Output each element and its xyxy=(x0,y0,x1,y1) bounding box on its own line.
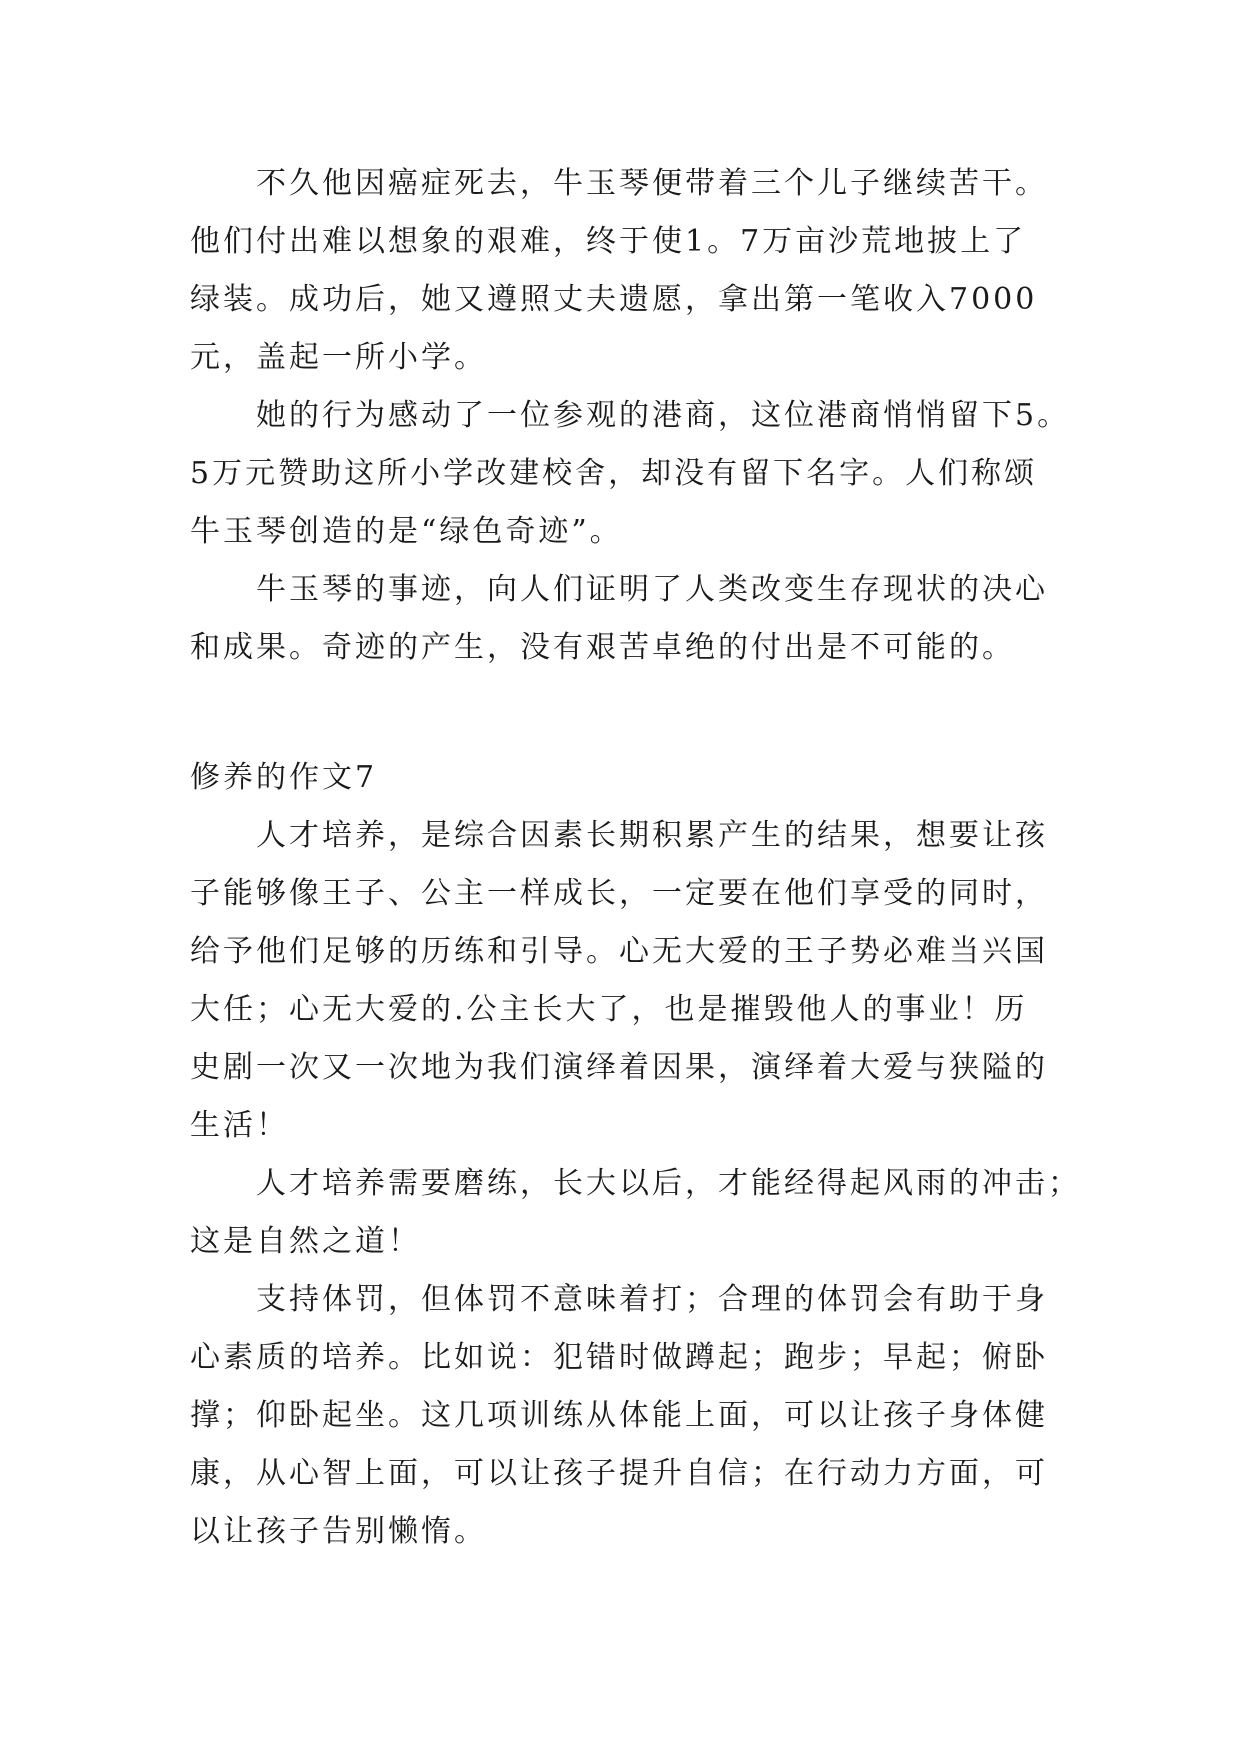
text-line: 牛玉琴的事迹，向人们证明了人类改变生存现状的决心 xyxy=(256,572,1048,607)
text-line: 人才培养，是综合因素长期积累产生的结果，想要让孩 xyxy=(256,818,1048,853)
document-body xyxy=(190,155,1081,1561)
text-line: 牛玉琴创造的是“绿色奇迹”。 xyxy=(190,514,623,549)
text-line: 人才培养需要磨练，长大以后，才能经得起风雨的冲击； xyxy=(256,1166,1081,1201)
text-line: 元，盖起一所小学。 xyxy=(190,340,487,375)
section-spacer xyxy=(190,677,1060,749)
text-line: 生活！ xyxy=(190,1108,289,1143)
paragraph-5 xyxy=(190,1155,1081,1271)
text-line: 大任；心无大爱的.公主长大了，也是摧毁他人的事业！历 xyxy=(190,992,1028,1027)
paragraph-3 xyxy=(190,561,1060,677)
text-line: 史剧一次又一次地为我们演绎着因果，演绎着大爱与狭隘的 xyxy=(190,1050,1048,1085)
text-line: 绿装。成功后，她又遵照丈夫遗愿，拿出第一笔收入7000 xyxy=(190,282,1038,317)
text-line: 康，从心智上面，可以让孩子提升自信；在行动力方面，可 xyxy=(190,1456,1048,1491)
text-line: 支持体罚，但体罚不意味着打；合理的体罚会有助于身 xyxy=(256,1282,1048,1317)
text-line: 给予他们足够的历练和引导。心无大爱的王子势必难当兴国 xyxy=(190,934,1048,969)
text-line: 子能够像王子、公主一样成长，一定要在他们享受的同时， xyxy=(190,876,1048,911)
text-line: 以让孩子告别懒惰。 xyxy=(190,1514,487,1549)
text-line: 心素质的培养。比如说：犯错时做蹲起；跑步；早起；俯卧 xyxy=(190,1340,1048,1375)
section-heading: 修养的作文7 xyxy=(190,760,378,795)
paragraph-4 xyxy=(190,807,1060,1155)
text-line: 撑；仰卧起坐。这几项训练从体能上面，可以让孩子身体健 xyxy=(190,1398,1048,1433)
paragraph-2 xyxy=(190,387,1071,561)
text-line: 她的行为感动了一位参观的港商，这位港商悄悄留下5。 xyxy=(256,398,1071,433)
paragraph-6 xyxy=(190,1271,1060,1561)
text-line: 这是自然之道！ xyxy=(190,1224,421,1259)
text-line: 不久他因癌症死去，牛玉琴便带着三个儿子继续苦干。 xyxy=(256,166,1048,201)
text-line: 5万元赞助这所小学改建校舍，却没有留下名字。人们称颂 xyxy=(190,456,1038,491)
text-line: 他们付出难以想象的艰难，终于使1。7万亩沙荒地披上了 xyxy=(190,224,1027,259)
paragraph-1 xyxy=(190,155,1060,387)
text-line: 和成果。奇迹的产生，没有艰苦卓绝的付出是不可能的。 xyxy=(190,630,1015,665)
